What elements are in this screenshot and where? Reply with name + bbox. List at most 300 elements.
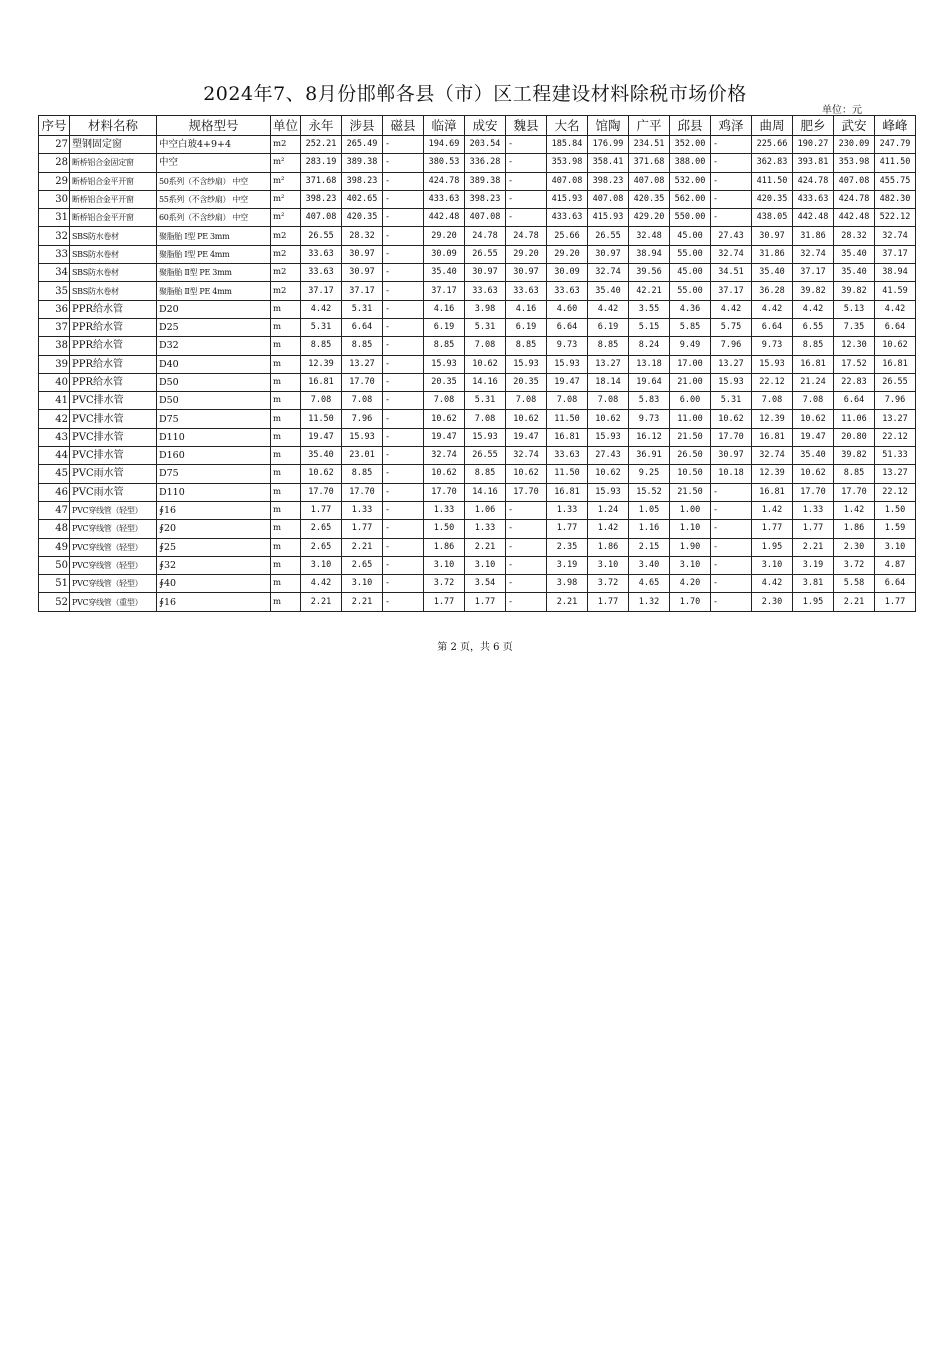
- price-cell: 17.70: [793, 483, 834, 501]
- price-cell: 35.40: [588, 282, 629, 300]
- table-row: [39, 483, 916, 501]
- price-cell: -: [383, 392, 424, 410]
- price-cell: 3.72: [588, 575, 629, 593]
- material-spec: D75: [157, 410, 271, 428]
- table-row: [39, 538, 916, 556]
- column-header: 涉县: [342, 116, 383, 136]
- table-row: [39, 392, 916, 410]
- price-cell: 1.77: [875, 593, 916, 611]
- price-cell: 3.10: [342, 575, 383, 593]
- price-cell: 433.63: [547, 209, 588, 227]
- table-row: [39, 428, 916, 446]
- material-unit: m²: [271, 209, 301, 227]
- price-cell: 22.12: [875, 428, 916, 446]
- price-cell: 32.74: [875, 227, 916, 245]
- price-cell: 388.00: [670, 154, 711, 172]
- price-cell: -: [506, 538, 547, 556]
- page-footer: 第 2 页，共 6 页: [437, 642, 513, 653]
- price-cell: 1.77: [752, 520, 793, 538]
- price-cell: 2.21: [834, 593, 875, 611]
- price-cell: 424.78: [793, 172, 834, 190]
- table-row: [39, 227, 916, 245]
- price-cell: 532.00: [670, 172, 711, 190]
- price-cell: 15.93: [588, 428, 629, 446]
- price-cell: 1.95: [752, 538, 793, 556]
- price-cell: 1.77: [424, 593, 465, 611]
- price-cell: 8.85: [834, 465, 875, 483]
- price-cell: 1.70: [670, 593, 711, 611]
- price-cell: 45.00: [670, 227, 711, 245]
- price-cell: 1.05: [629, 501, 670, 519]
- price-cell: 1.33: [342, 501, 383, 519]
- price-cell: 353.98: [834, 154, 875, 172]
- material-spec: 中空白玻4+9+4: [157, 136, 271, 154]
- price-cell: 407.08: [588, 190, 629, 208]
- price-cell: 14.16: [465, 373, 506, 391]
- price-cell: -: [506, 172, 547, 190]
- table-row: [39, 355, 916, 373]
- row-number: 33: [39, 245, 70, 263]
- price-cell: 3.19: [547, 556, 588, 574]
- price-cell: 4.42: [301, 300, 342, 318]
- price-cell: 8.85: [793, 337, 834, 355]
- price-cell: 19.47: [424, 428, 465, 446]
- price-cell: 4.42: [752, 575, 793, 593]
- price-cell: 14.16: [465, 483, 506, 501]
- price-cell: 4.42: [752, 300, 793, 318]
- price-cell: 4.36: [670, 300, 711, 318]
- column-header: 邱县: [670, 116, 711, 136]
- price-cell: 16.12: [629, 428, 670, 446]
- price-cell: 442.48: [424, 209, 465, 227]
- price-cell: -: [383, 373, 424, 391]
- price-cell: 15.93: [465, 428, 506, 446]
- price-cell: -: [383, 520, 424, 538]
- price-cell: 16.81: [547, 483, 588, 501]
- price-cell: 6.64: [875, 318, 916, 336]
- price-cell: 398.23: [588, 172, 629, 190]
- price-cell: 17.70: [834, 483, 875, 501]
- price-cell: 10.62: [424, 465, 465, 483]
- price-cell: 3.10: [670, 556, 711, 574]
- price-cell: 32.74: [588, 264, 629, 282]
- column-header: 馆陶: [588, 116, 629, 136]
- price-cell: 33.63: [506, 282, 547, 300]
- price-cell: 10.62: [793, 465, 834, 483]
- price-cell: -: [383, 209, 424, 227]
- price-cell: 20.80: [834, 428, 875, 446]
- price-cell: 7.08: [752, 392, 793, 410]
- price-cell: 2.30: [752, 593, 793, 611]
- price-cell: -: [383, 428, 424, 446]
- price-cell: 6.64: [547, 318, 588, 336]
- price-cell: 9.25: [629, 465, 670, 483]
- price-cell: 27.43: [711, 227, 752, 245]
- price-cell: 13.27: [875, 410, 916, 428]
- price-cell: 3.54: [465, 575, 506, 593]
- price-cell: 194.69: [424, 136, 465, 154]
- price-cell: 247.79: [875, 136, 916, 154]
- price-cell: 39.82: [834, 447, 875, 465]
- price-cell: -: [383, 227, 424, 245]
- price-cell: 185.84: [547, 136, 588, 154]
- material-spec: D50: [157, 373, 271, 391]
- price-cell: 10.62: [875, 337, 916, 355]
- price-cell: 5.83: [629, 392, 670, 410]
- price-cell: 10.62: [301, 465, 342, 483]
- price-cell: 7.08: [465, 337, 506, 355]
- row-number: 36: [39, 300, 70, 318]
- price-cell: 1.77: [301, 501, 342, 519]
- price-cell: 39.82: [793, 282, 834, 300]
- price-cell: 36.91: [629, 447, 670, 465]
- table-row: [39, 593, 916, 611]
- price-cell: 25.66: [547, 227, 588, 245]
- price-cell: 29.20: [547, 245, 588, 263]
- price-cell: 24.78: [506, 227, 547, 245]
- price-cell: 6.00: [670, 392, 711, 410]
- price-cell: 3.81: [793, 575, 834, 593]
- price-cell: -: [383, 593, 424, 611]
- price-cell: 15.93: [424, 355, 465, 373]
- material-name: PPR给水管: [70, 373, 157, 391]
- price-cell: 1.06: [465, 501, 506, 519]
- price-cell: 5.31: [711, 392, 752, 410]
- price-cell: 8.85: [424, 337, 465, 355]
- column-header: 曲周: [752, 116, 793, 136]
- table-row: [39, 575, 916, 593]
- price-cell: 30.97: [752, 227, 793, 245]
- price-cell: 6.55: [793, 318, 834, 336]
- price-cell: 18.14: [588, 373, 629, 391]
- price-cell: 1.59: [875, 520, 916, 538]
- price-cell: 2.21: [793, 538, 834, 556]
- price-cell: 1.77: [342, 520, 383, 538]
- price-cell: -: [383, 465, 424, 483]
- price-table: [38, 115, 916, 612]
- material-unit: m: [271, 483, 301, 501]
- price-cell: -: [711, 556, 752, 574]
- material-spec: D50: [157, 392, 271, 410]
- price-cell: 2.65: [301, 520, 342, 538]
- material-spec: ∮32: [157, 556, 271, 574]
- price-cell: 415.93: [588, 209, 629, 227]
- price-cell: 13.27: [588, 355, 629, 373]
- price-cell: -: [383, 483, 424, 501]
- price-cell: 35.40: [834, 245, 875, 263]
- price-cell: 358.41: [588, 154, 629, 172]
- price-cell: 433.63: [424, 190, 465, 208]
- material-unit: m2: [271, 264, 301, 282]
- price-cell: 29.20: [424, 227, 465, 245]
- price-cell: 21.24: [793, 373, 834, 391]
- price-cell: -: [506, 154, 547, 172]
- price-cell: 1.32: [629, 593, 670, 611]
- table-row: [39, 300, 916, 318]
- row-number: 38: [39, 337, 70, 355]
- price-cell: 8.85: [506, 337, 547, 355]
- price-cell: 11.50: [547, 465, 588, 483]
- price-cell: 30.97: [506, 264, 547, 282]
- price-cell: 26.50: [670, 447, 711, 465]
- price-cell: 2.21: [342, 593, 383, 611]
- row-number: 32: [39, 227, 70, 245]
- material-name: PVC排水管: [70, 428, 157, 446]
- price-cell: 30.97: [342, 264, 383, 282]
- price-cell: 15.52: [629, 483, 670, 501]
- price-cell: 30.09: [424, 245, 465, 263]
- price-cell: 19.64: [629, 373, 670, 391]
- material-name: 断桥铝合金固定窗: [70, 154, 157, 172]
- price-cell: 33.63: [547, 447, 588, 465]
- column-header: 单位: [271, 116, 301, 136]
- price-cell: 5.85: [670, 318, 711, 336]
- material-name: SBS防水卷材: [70, 227, 157, 245]
- price-cell: -: [506, 556, 547, 574]
- price-cell: -: [383, 575, 424, 593]
- price-cell: 438.05: [752, 209, 793, 227]
- table-row: [39, 172, 916, 190]
- unit-label: 单位：元: [822, 105, 862, 116]
- price-cell: -: [711, 172, 752, 190]
- table-row: [39, 209, 916, 227]
- column-header: 磁县: [383, 116, 424, 136]
- price-cell: 28.32: [342, 227, 383, 245]
- price-cell: -: [506, 520, 547, 538]
- price-cell: 37.17: [424, 282, 465, 300]
- table-row: [39, 318, 916, 336]
- table-row: [39, 282, 916, 300]
- price-cell: 9.73: [629, 410, 670, 428]
- price-cell: 24.78: [465, 227, 506, 245]
- price-cell: 9.49: [670, 337, 711, 355]
- column-header: 永年: [301, 116, 342, 136]
- price-cell: 7.96: [875, 392, 916, 410]
- price-cell: 380.53: [424, 154, 465, 172]
- price-cell: 37.17: [875, 245, 916, 263]
- price-cell: 5.31: [342, 300, 383, 318]
- column-header: 武安: [834, 116, 875, 136]
- row-number: 52: [39, 593, 70, 611]
- price-cell: 371.68: [629, 154, 670, 172]
- price-cell: 16.81: [752, 428, 793, 446]
- material-spec: 55系列（不含纱扇） 中空: [157, 190, 271, 208]
- price-cell: 283.19: [301, 154, 342, 172]
- price-cell: 35.40: [752, 264, 793, 282]
- price-cell: 1.42: [588, 520, 629, 538]
- material-name: PVC排水管: [70, 410, 157, 428]
- price-cell: 17.70: [301, 483, 342, 501]
- price-cell: 35.40: [793, 447, 834, 465]
- price-cell: 15.93: [342, 428, 383, 446]
- price-cell: 30.97: [465, 264, 506, 282]
- price-cell: 13.27: [711, 355, 752, 373]
- price-cell: 17.00: [670, 355, 711, 373]
- material-name: PVC穿线管（轻型）: [70, 520, 157, 538]
- material-name: PVC雨水管: [70, 483, 157, 501]
- price-cell: 2.21: [547, 593, 588, 611]
- table-row: [39, 447, 916, 465]
- price-cell: 12.30: [834, 337, 875, 355]
- price-cell: 10.18: [711, 465, 752, 483]
- price-cell: 3.98: [465, 300, 506, 318]
- price-cell: -: [711, 501, 752, 519]
- price-cell: 28.32: [834, 227, 875, 245]
- price-cell: 12.39: [752, 410, 793, 428]
- material-name: 断桥铝合金平开窗: [70, 190, 157, 208]
- material-name: PVC排水管: [70, 447, 157, 465]
- price-cell: -: [711, 593, 752, 611]
- price-cell: 398.23: [465, 190, 506, 208]
- table-row: [39, 520, 916, 538]
- price-cell: 1.95: [793, 593, 834, 611]
- price-cell: 420.35: [629, 190, 670, 208]
- price-cell: 1.33: [424, 501, 465, 519]
- price-cell: 33.63: [547, 282, 588, 300]
- price-cell: 411.50: [875, 154, 916, 172]
- price-cell: 26.55: [465, 245, 506, 263]
- material-unit: m: [271, 501, 301, 519]
- price-cell: -: [506, 593, 547, 611]
- price-cell: 442.48: [834, 209, 875, 227]
- price-cell: 7.08: [342, 392, 383, 410]
- material-spec: ∮20: [157, 520, 271, 538]
- price-cell: 6.19: [506, 318, 547, 336]
- price-cell: 30.97: [711, 447, 752, 465]
- material-unit: m: [271, 447, 301, 465]
- column-header: 规格型号: [157, 116, 271, 136]
- price-cell: 15.93: [588, 483, 629, 501]
- price-cell: 33.63: [301, 245, 342, 263]
- price-cell: 402.65: [342, 190, 383, 208]
- price-cell: 4.87: [875, 556, 916, 574]
- material-unit: m: [271, 538, 301, 556]
- price-cell: 27.43: [588, 447, 629, 465]
- price-cell: 1.33: [793, 501, 834, 519]
- price-cell: 4.42: [301, 575, 342, 593]
- price-cell: 21.50: [670, 428, 711, 446]
- price-cell: 16.81: [793, 355, 834, 373]
- price-cell: 398.23: [301, 190, 342, 208]
- price-cell: 26.55: [588, 227, 629, 245]
- price-cell: 37.17: [793, 264, 834, 282]
- price-cell: 10.62: [588, 410, 629, 428]
- row-number: 31: [39, 209, 70, 227]
- material-spec: 60系列（不含纱扇） 中空: [157, 209, 271, 227]
- row-number: 44: [39, 447, 70, 465]
- material-name: PPR给水管: [70, 337, 157, 355]
- price-cell: 1.77: [793, 520, 834, 538]
- material-unit: m: [271, 410, 301, 428]
- price-cell: 11.00: [670, 410, 711, 428]
- material-spec: ∮40: [157, 575, 271, 593]
- price-cell: 8.85: [342, 337, 383, 355]
- price-cell: 1.50: [424, 520, 465, 538]
- price-cell: 1.90: [670, 538, 711, 556]
- price-cell: 225.66: [752, 136, 793, 154]
- price-cell: 17.70: [711, 428, 752, 446]
- price-cell: 29.20: [506, 245, 547, 263]
- price-cell: 1.42: [834, 501, 875, 519]
- price-cell: 6.19: [588, 318, 629, 336]
- row-number: 40: [39, 373, 70, 391]
- price-cell: 1.16: [629, 520, 670, 538]
- price-cell: 2.21: [301, 593, 342, 611]
- material-spec: D75: [157, 465, 271, 483]
- row-number: 51: [39, 575, 70, 593]
- price-cell: 10.62: [711, 410, 752, 428]
- price-cell: 4.16: [424, 300, 465, 318]
- price-cell: 1.24: [588, 501, 629, 519]
- price-cell: -: [383, 282, 424, 300]
- price-cell: -: [506, 209, 547, 227]
- material-spec: ∮16: [157, 593, 271, 611]
- price-cell: -: [383, 447, 424, 465]
- price-cell: 11.50: [301, 410, 342, 428]
- price-cell: 19.47: [793, 428, 834, 446]
- price-cell: 4.60: [547, 300, 588, 318]
- price-cell: 389.38: [342, 154, 383, 172]
- price-cell: 7.96: [711, 337, 752, 355]
- material-spec: 聚脂胎 Ⅱ型 PE 3mm: [157, 264, 271, 282]
- material-name: 塑钢固定窗: [70, 136, 157, 154]
- column-header: 序号: [39, 116, 70, 136]
- price-cell: 9.73: [547, 337, 588, 355]
- row-number: 28: [39, 154, 70, 172]
- price-cell: 10.62: [465, 355, 506, 373]
- price-cell: 10.62: [588, 465, 629, 483]
- price-cell: 11.06: [834, 410, 875, 428]
- price-cell: 30.97: [588, 245, 629, 263]
- price-cell: 35.40: [834, 264, 875, 282]
- price-cell: 1.33: [465, 520, 506, 538]
- price-cell: 17.52: [834, 355, 875, 373]
- material-name: PVC穿线管（轻型）: [70, 538, 157, 556]
- table-row: [39, 154, 916, 172]
- price-cell: 12.39: [301, 355, 342, 373]
- price-cell: 4.16: [506, 300, 547, 318]
- price-cell: 1.50: [875, 501, 916, 519]
- price-cell: 6.64: [875, 575, 916, 593]
- price-cell: 16.81: [301, 373, 342, 391]
- material-spec: 聚脂胎 Ⅰ型 PE 3mm: [157, 227, 271, 245]
- price-cell: 252.21: [301, 136, 342, 154]
- price-cell: 32.48: [629, 227, 670, 245]
- price-cell: 22.12: [875, 483, 916, 501]
- price-cell: 6.64: [342, 318, 383, 336]
- price-cell: 407.08: [629, 172, 670, 190]
- price-cell: 7.08: [588, 392, 629, 410]
- price-cell: 3.55: [629, 300, 670, 318]
- table-row: [39, 264, 916, 282]
- price-cell: 4.42: [711, 300, 752, 318]
- price-cell: 5.31: [465, 318, 506, 336]
- price-cell: 3.19: [793, 556, 834, 574]
- price-cell: 3.10: [301, 556, 342, 574]
- table-body: [39, 136, 916, 612]
- price-cell: 22.83: [834, 373, 875, 391]
- price-cell: 230.09: [834, 136, 875, 154]
- price-cell: 2.21: [465, 538, 506, 556]
- price-cell: -: [506, 136, 547, 154]
- price-cell: 2.15: [629, 538, 670, 556]
- price-cell: 42.21: [629, 282, 670, 300]
- price-cell: -: [711, 483, 752, 501]
- price-cell: -: [711, 209, 752, 227]
- column-header: 临漳: [424, 116, 465, 136]
- price-cell: 55.00: [670, 282, 711, 300]
- price-cell: 407.08: [547, 172, 588, 190]
